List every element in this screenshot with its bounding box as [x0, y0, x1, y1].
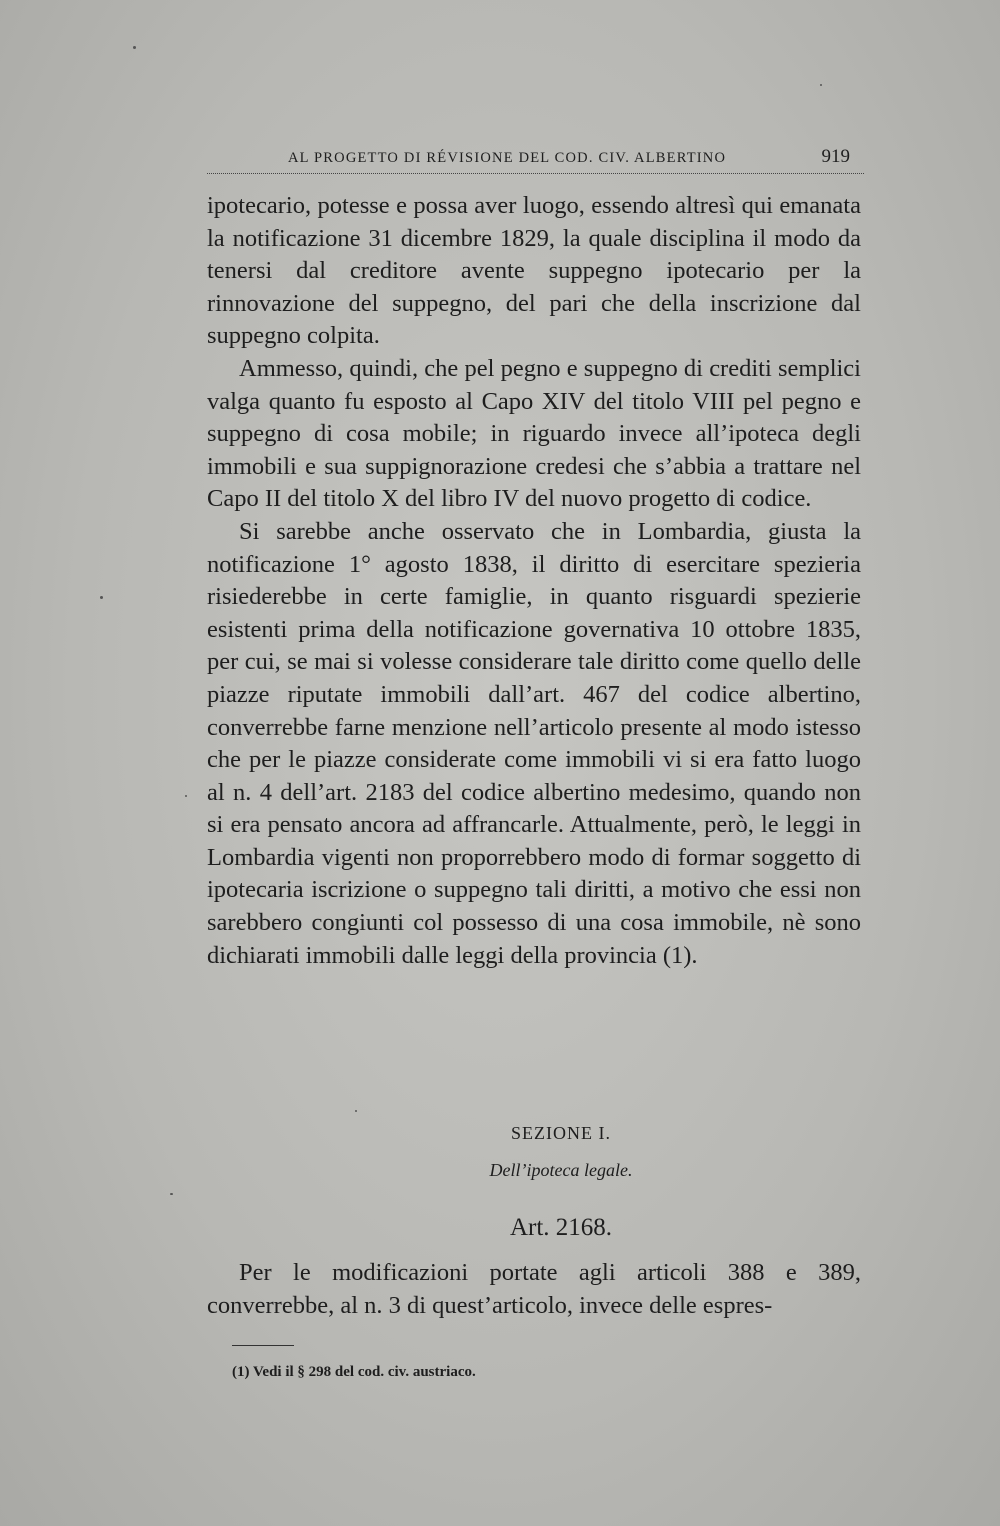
running-head-title: AL PROGETTO DI RÉVISIONE DEL COD. CIV. ALBERTINO: [288, 150, 727, 166]
paper-speck: [100, 596, 103, 599]
section-title: SEZIONE I.: [511, 1123, 611, 1143]
running-head: [288, 146, 850, 170]
footnote: (1) Vedi il § 298 del cod. civ. austriaco.: [232, 1364, 476, 1380]
paper-speck: [820, 84, 822, 86]
header-dotted-rule: [207, 173, 864, 174]
article-paragraph: Per le modificazioni portate agli articoli 388 e 389, converrebbe, al n. 3 di quest’articolo, invece delle espres-: [207, 1259, 861, 1319]
article-text: [207, 1257, 861, 1322]
paper-speck: [170, 1193, 173, 1195]
page-number: 919: [821, 146, 850, 167]
body-text: [207, 190, 861, 972]
paper-speck: [355, 1110, 357, 1112]
paper-speck: [133, 46, 136, 49]
paper-speck: [185, 795, 187, 797]
paragraph-2: Ammesso, quindi, che pel pegno e suppegno di crediti semplici valga quanto fu esposto al Capo XIV del titolo VIII pel pegno e suppegno di cosa mobile; in riguardo invece all’ipoteca degli immobili e sua suppignorazione credesi che s’abbia a trattare nel Capo II del titolo X del libro IV del nuovo progetto di codice.: [207, 354, 861, 513]
paragraph-3: Si sarebbe anche osservato che in Lombardia, giusta la notificazione 1° agosto 1838, il diritto di esercitare spezieria risiederebbe in certe famiglie, in quanto risguardi spezierie esistenti prima della notificazione governativa 10 ottobre 1835, per cui, se mai si volesse considerare tale diritto come quello delle piazze riputate immobili dall’art. 467 del codice albertino, converrebbe farne menzione nell’articolo presente al modo istesso che per le piazze considerate come immobili vi si era fatto luogo al n. 4 dell’art. 2183 del codice albertino medesimo, quando non si era pensato ancora ad affrancarle. Attualmente, però, le leggi in Lombardia vigenti non proporrebbero modo di formar soggetto di ipotecaria iscrizione o suppegno tali diritti, a motivo che essi non sarebbero congiunti col possesso di una cosa immobile, nè sono dichiarati immobili dalle leggi della provincia (1).: [207, 517, 861, 969]
footnote-rule: [232, 1345, 294, 1346]
paragraph-1: ipotecario, potesse e possa aver luogo, essendo altresì qui emanata la notificazione 31 dicembre 1829, la quale disciplina il modo da tenersi dal creditore avente suppegno ipotecario per la rinnovazione del suppegno, del pari che della inscrizione dal suppegno colpita.: [207, 192, 861, 350]
section-subtitle: Dell’ipoteca legale.: [489, 1160, 633, 1180]
article-heading: Art. 2168.: [509, 1214, 613, 1241]
